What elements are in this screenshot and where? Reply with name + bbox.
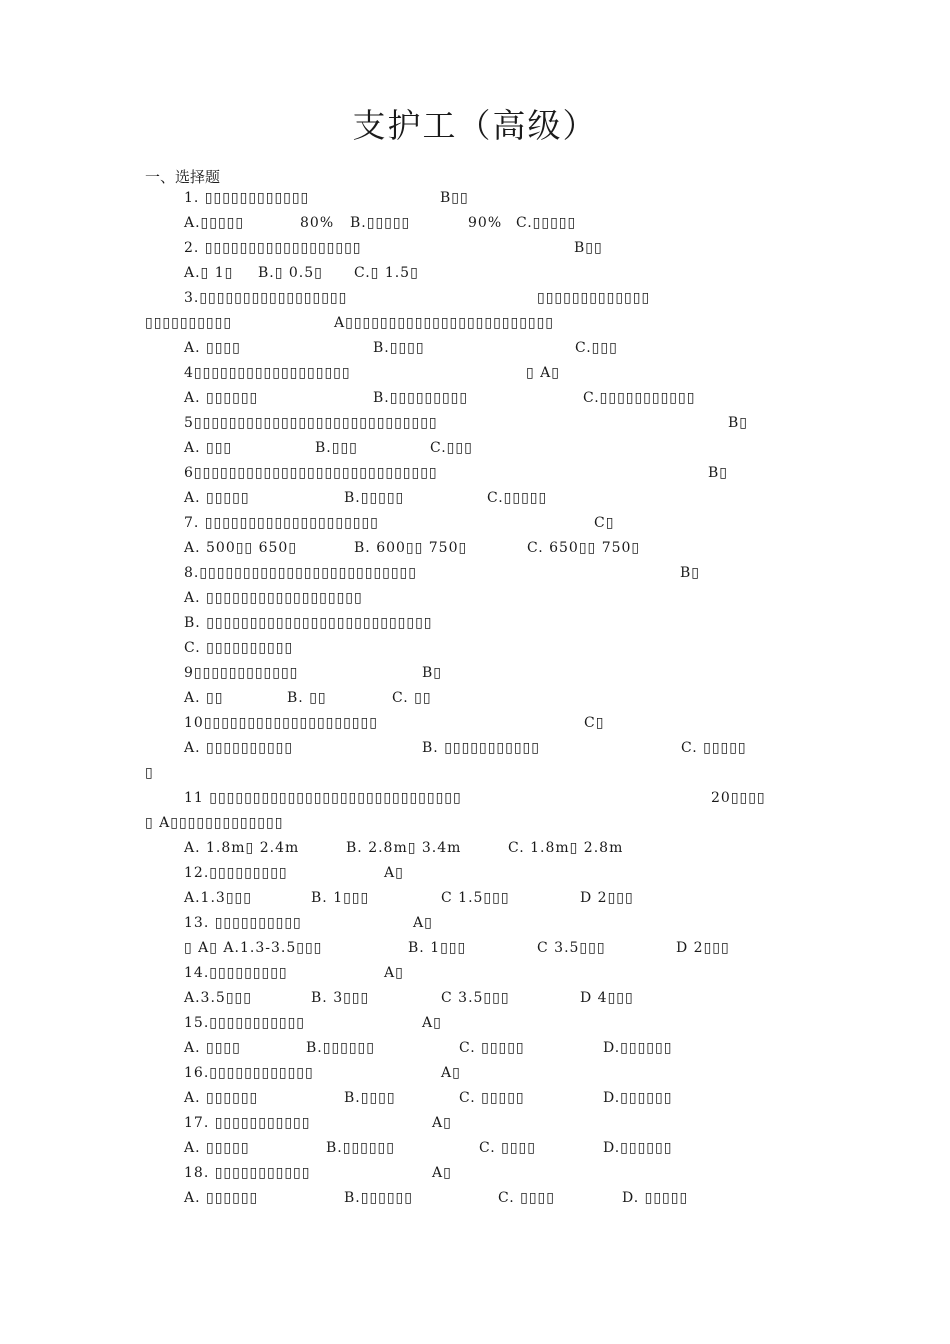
line-text: A. ▯▯▯▯▯▯ [184, 1190, 259, 1206]
line-text: C. 1.8m▯ 2.8m [508, 840, 624, 856]
line-text: B.▯▯▯▯▯▯ [344, 1190, 413, 1206]
line-text: A. ▯▯▯▯▯▯ [184, 1090, 259, 1106]
question-line [0, 436, 950, 460]
line-text: C.▯▯▯▯▯ [487, 490, 548, 506]
line-text: C. ▯▯▯▯▯ [681, 740, 747, 756]
line-text: 7. ▯▯▯▯▯▯▯▯▯▯▯▯▯▯▯▯▯▯▯▯ [184, 515, 379, 531]
line-text: B. 2.8m▯ 3.4m [346, 840, 462, 856]
line-text: ▯ A▯ [526, 365, 560, 381]
line-text: 14.▯▯▯▯▯▯▯▯▯ [184, 965, 288, 981]
question-line [0, 811, 950, 835]
line-text: B.▯▯▯▯▯▯▯▯▯ [373, 390, 469, 406]
question-line [0, 1111, 950, 1135]
line-text: C.▯▯▯▯▯ [516, 215, 577, 231]
line-text: 5▯▯▯▯▯▯▯▯▯▯▯▯▯▯▯▯▯▯▯▯▯▯▯▯▯▯▯▯ [184, 415, 438, 431]
question-line [0, 986, 950, 1010]
question-line [0, 1136, 950, 1160]
line-text: A.▯▯▯▯▯ [184, 215, 245, 231]
document-title: 支护工（高级） [352, 106, 598, 145]
line-text: B.▯▯▯ [315, 440, 358, 456]
line-text: A▯ [422, 1015, 442, 1031]
line-text: 13. ▯▯▯▯▯▯▯▯▯▯ [184, 915, 302, 931]
question-line [0, 1161, 950, 1185]
line-text: B. 3▯▯▯ [311, 990, 370, 1006]
line-text: A▯ [384, 965, 404, 981]
line-text: ▯ A▯ A.1.3-3.5▯▯▯ [184, 940, 323, 956]
line-text: C. 650▯▯ 750▯ [527, 540, 641, 556]
question-line [0, 1086, 950, 1110]
line-text: C. ▯▯▯▯ [479, 1140, 536, 1156]
line-text: A.▯ 1▯ [184, 265, 234, 281]
question-line [0, 336, 950, 360]
line-text: C 1.5▯▯▯ [441, 890, 510, 906]
line-text: B. 1▯▯▯ [408, 940, 467, 956]
line-text: B. ▯▯ [287, 690, 327, 706]
line-text: A. ▯▯▯▯▯ [184, 1140, 250, 1156]
question-line [0, 736, 950, 760]
question-line [0, 711, 950, 735]
question-line [0, 1036, 950, 1060]
line-text: D.▯▯▯▯▯▯ [603, 1040, 673, 1056]
question-line [0, 1061, 950, 1085]
line-text: C. ▯▯ [392, 690, 432, 706]
line-text: B.▯▯▯▯▯▯ [306, 1040, 375, 1056]
line-text: ▯ A▯▯▯▯▯▯▯▯▯▯▯▯▯ [145, 815, 284, 831]
line-text: B. ▯▯▯▯▯▯▯▯▯▯▯▯▯▯▯▯▯▯▯▯▯▯▯▯▯▯ [184, 615, 433, 631]
line-text: C. ▯▯▯▯▯ [459, 1090, 525, 1106]
question-line [0, 1011, 950, 1035]
line-text: A. ▯▯▯▯▯▯▯▯▯▯ [184, 740, 294, 756]
section-heading: 一、选择题 [145, 168, 221, 186]
line-text: ▯ [145, 765, 154, 781]
question-line [0, 761, 950, 785]
question-line [0, 386, 950, 410]
question-line [0, 861, 950, 885]
line-text: 3.▯▯▯▯▯▯▯▯▯▯▯▯▯▯▯▯▯ [184, 290, 348, 306]
question-line [0, 561, 950, 585]
question-line [0, 961, 950, 985]
line-text: D 2▯▯▯ [676, 940, 730, 956]
line-text: C.▯▯▯ [430, 440, 473, 456]
line-text: B.▯▯▯▯ [373, 340, 425, 356]
line-text: A▯ [432, 1115, 452, 1131]
line-text: 1. ▯▯▯▯▯▯▯▯▯▯▯▯ [184, 190, 310, 206]
line-text: C 3.5▯▯▯ [441, 990, 510, 1006]
line-text: B▯▯ [574, 240, 603, 256]
question-line [0, 586, 950, 610]
question-line [0, 411, 950, 435]
line-text: 90% [468, 215, 503, 231]
question-line [0, 611, 950, 635]
line-text: A▯▯▯▯▯▯▯▯▯▯▯▯▯▯▯▯▯▯▯▯▯▯▯▯ [334, 315, 555, 331]
line-text: B. 600▯▯ 750▯ [354, 540, 468, 556]
question-line [0, 636, 950, 660]
question-line [0, 186, 950, 210]
line-text: B.▯▯▯▯▯ [344, 490, 405, 506]
line-text: 16.▯▯▯▯▯▯▯▯▯▯▯▯ [184, 1065, 314, 1081]
line-text: A▯ [441, 1065, 461, 1081]
question-line [0, 536, 950, 560]
question-line [0, 461, 950, 485]
line-text: D 4▯▯▯ [580, 990, 634, 1006]
line-text: D.▯▯▯▯▯▯ [603, 1090, 673, 1106]
line-text: C. ▯▯▯▯▯▯▯▯▯▯ [184, 640, 294, 656]
line-text: B.▯ 0.5▯ [258, 265, 323, 281]
question-line [0, 511, 950, 535]
question-line [0, 686, 950, 710]
line-text: 4▯▯▯▯▯▯▯▯▯▯▯▯▯▯▯▯▯▯ [184, 365, 351, 381]
line-text: A. ▯▯ [184, 690, 224, 706]
question-line [0, 286, 950, 310]
line-text: 12.▯▯▯▯▯▯▯▯▯ [184, 865, 288, 881]
line-text: B▯ [422, 665, 442, 681]
line-text: C.▯▯▯ [575, 340, 618, 356]
line-text: 10▯▯▯▯▯▯▯▯▯▯▯▯▯▯▯▯▯▯▯▯ [184, 715, 378, 731]
question-line [0, 261, 950, 285]
question-line [0, 936, 950, 960]
question-line [0, 886, 950, 910]
line-text: B. ▯▯▯▯▯▯▯▯▯▯▯ [422, 740, 540, 756]
line-text: A. 500▯▯ 650▯ [184, 540, 298, 556]
question-line [0, 836, 950, 860]
line-text: 80% [300, 215, 335, 231]
line-text: A▯ [384, 865, 404, 881]
line-text: A. ▯▯▯▯▯▯ [184, 390, 259, 406]
line-text: 11 ▯▯▯▯▯▯▯▯▯▯▯▯▯▯▯▯▯▯▯▯▯▯▯▯▯▯▯▯▯ [184, 790, 462, 806]
line-text: B▯▯ [440, 190, 469, 206]
question-line [0, 236, 950, 260]
line-text: C▯ [584, 715, 605, 731]
line-text: 17. ▯▯▯▯▯▯▯▯▯▯▯ [184, 1115, 311, 1131]
line-text: C. ▯▯▯▯ [498, 1190, 555, 1206]
line-text: C.▯ 1.5▯ [354, 265, 419, 281]
line-text: 20▯▯▯▯ [711, 790, 766, 806]
question-line [0, 911, 950, 935]
question-line [0, 1186, 950, 1210]
line-text: B.▯▯▯▯ [344, 1090, 396, 1106]
line-text: B.▯▯▯▯▯ [350, 215, 411, 231]
line-text: C. ▯▯▯▯▯ [459, 1040, 525, 1056]
line-text: 15.▯▯▯▯▯▯▯▯▯▯▯ [184, 1015, 306, 1031]
line-text: A. ▯▯▯▯▯▯▯▯▯▯▯▯▯▯▯▯▯▯ [184, 590, 363, 606]
line-text: C.▯▯▯▯▯▯▯▯▯▯▯ [583, 390, 696, 406]
line-text: 6▯▯▯▯▯▯▯▯▯▯▯▯▯▯▯▯▯▯▯▯▯▯▯▯▯▯▯▯ [184, 465, 438, 481]
line-text: A. ▯▯▯▯ [184, 340, 241, 356]
line-text: 2. ▯▯▯▯▯▯▯▯▯▯▯▯▯▯▯▯▯▯ [184, 240, 362, 256]
line-text: B. 1▯▯▯ [311, 890, 370, 906]
line-text: 18. ▯▯▯▯▯▯▯▯▯▯▯ [184, 1165, 311, 1181]
line-text: D.▯▯▯▯▯▯ [603, 1140, 673, 1156]
line-text: A. ▯▯▯▯ [184, 1040, 241, 1056]
line-text: A.1.3▯▯▯ [184, 890, 252, 906]
line-text: B▯ [708, 465, 728, 481]
line-text: A▯ [432, 1165, 452, 1181]
line-text: A. ▯▯▯▯▯ [184, 490, 250, 506]
line-text: ▯▯▯▯▯▯▯▯▯▯ [145, 315, 233, 331]
line-text: B.▯▯▯▯▯▯ [326, 1140, 395, 1156]
question-line [0, 311, 950, 335]
line-text: B▯ [728, 415, 748, 431]
line-text: A. ▯▯▯ [184, 440, 233, 456]
line-text: 8.▯▯▯▯▯▯▯▯▯▯▯▯▯▯▯▯▯▯▯▯▯▯▯▯▯ [184, 565, 417, 581]
question-line [0, 661, 950, 685]
line-text: 9▯▯▯▯▯▯▯▯▯▯▯▯ [184, 665, 299, 681]
line-text: ▯▯▯▯▯▯▯▯▯▯▯▯▯ [537, 290, 651, 306]
line-text: C 3.5▯▯▯ [537, 940, 606, 956]
line-text: A▯ [413, 915, 433, 931]
question-line [0, 361, 950, 385]
question-line [0, 486, 950, 510]
question-line [0, 786, 950, 810]
line-text: B▯ [680, 565, 700, 581]
line-text: A.3.5▯▯▯ [184, 990, 252, 1006]
line-text: C▯ [594, 515, 615, 531]
question-line [0, 211, 950, 235]
line-text: A. 1.8m▯ 2.4m [184, 840, 300, 856]
line-text: D. ▯▯▯▯▯ [622, 1190, 689, 1206]
line-text: D 2▯▯▯ [580, 890, 634, 906]
